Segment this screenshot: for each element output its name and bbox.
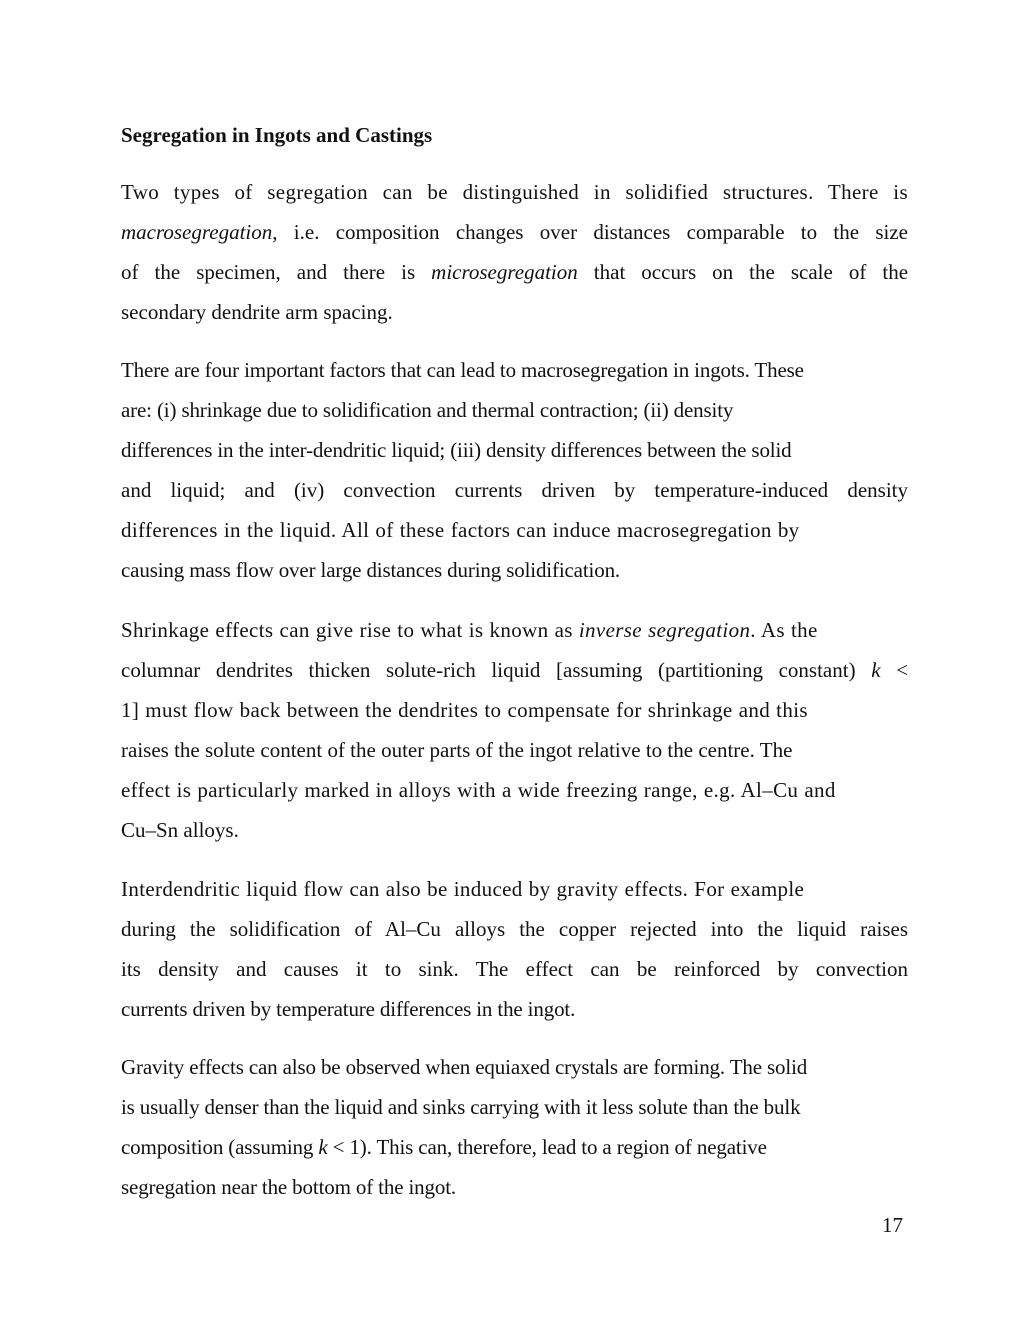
symbol-k: k [871,658,881,682]
text-span: that occurs on the scale of the [593,260,909,284]
text-line: Gravity effects can also be observed when equiaxed crystals are forming. The solid [121,1055,808,1079]
paragraph-four-factors [121,350,908,590]
text-line: There are four important factors that can lead to macrosegregation in ingots. These [121,358,804,382]
text-line: raises the solute content of the outer parts of the ingot relative to the centre. The [121,738,793,762]
text-span: composition (assuming [121,1135,314,1159]
paragraph-gravity-effects [121,1047,908,1207]
text-line: and liquid; and (iv) convection currents driven by temperature-induced density [121,478,908,502]
text-line: currents driven by temperature differences in the ingot. [121,997,576,1021]
paragraph-shrinkage-effects [121,610,908,850]
text-span: . As the [750,618,818,642]
text-span: Shrinkage effects can give rise to what is known as [121,618,573,642]
text-line: Interdendritic liquid flow can also be induced by gravity effects. For example [121,877,805,901]
text-line: causing mass flow over large distances during solidification. [121,558,621,582]
text-span: < [896,658,909,682]
text-line [121,650,908,690]
text-line [121,252,908,292]
text-span: columnar dendrites thicken solute-rich liquid [assuming (partitioning constant) [121,658,856,682]
text-line: 1] must flow back between the dendrites to compensate for shrinkage and this [121,698,808,722]
text-span: i.e. composition changes over distances comparable to the size [293,220,908,244]
text-line: is usually denser than the liquid and sinks carrying with it less solute than the bulk [121,1095,801,1119]
text-line: its density and causes it to sink. The effect can be reinforced by convection [121,957,908,981]
text-line: Two types of segregation can be distinguished in solidified structures. There is [121,180,908,204]
text-span: of the specimen, and there is [121,260,416,284]
text-line: differences in the inter-dendritic liquid; (iii) density differences between the solid [121,438,792,462]
text-span: < 1). This can, therefore, lead to a region of negative [332,1135,767,1159]
symbol-k: k [318,1135,328,1159]
section-heading: Segregation in Ingots and Castings [121,123,433,147]
term-inverse-segregation: inverse segregation [578,618,751,642]
text-line: are: (i) shrinkage due to solidification and thermal contraction; (ii) density [121,398,734,422]
paragraph-types-of-segregation [121,172,908,332]
text-line [121,1127,908,1167]
term-macrosegregation: macrosegregation, [121,220,278,244]
text-line [121,610,908,650]
text-line [121,212,908,252]
text-line: during the solidification of Al–Cu alloys the copper rejected into the liquid raises [121,917,908,941]
text-line: segregation near the bottom of the ingot. [121,1175,457,1199]
page-number: 17 [882,1213,903,1237]
text-line: differences in the liquid. All of these factors can induce macrosegregation by [121,518,800,542]
text-line: Cu–Sn alloys. [121,818,239,842]
text-line: effect is particularly marked in alloys with a wide freezing range, e.g. Al–Cu and [121,778,836,802]
text-line: secondary dendrite arm spacing. [121,300,393,324]
term-microsegregation: microsegregation [431,260,578,284]
paragraph-interdendritic-flow [121,869,908,1029]
